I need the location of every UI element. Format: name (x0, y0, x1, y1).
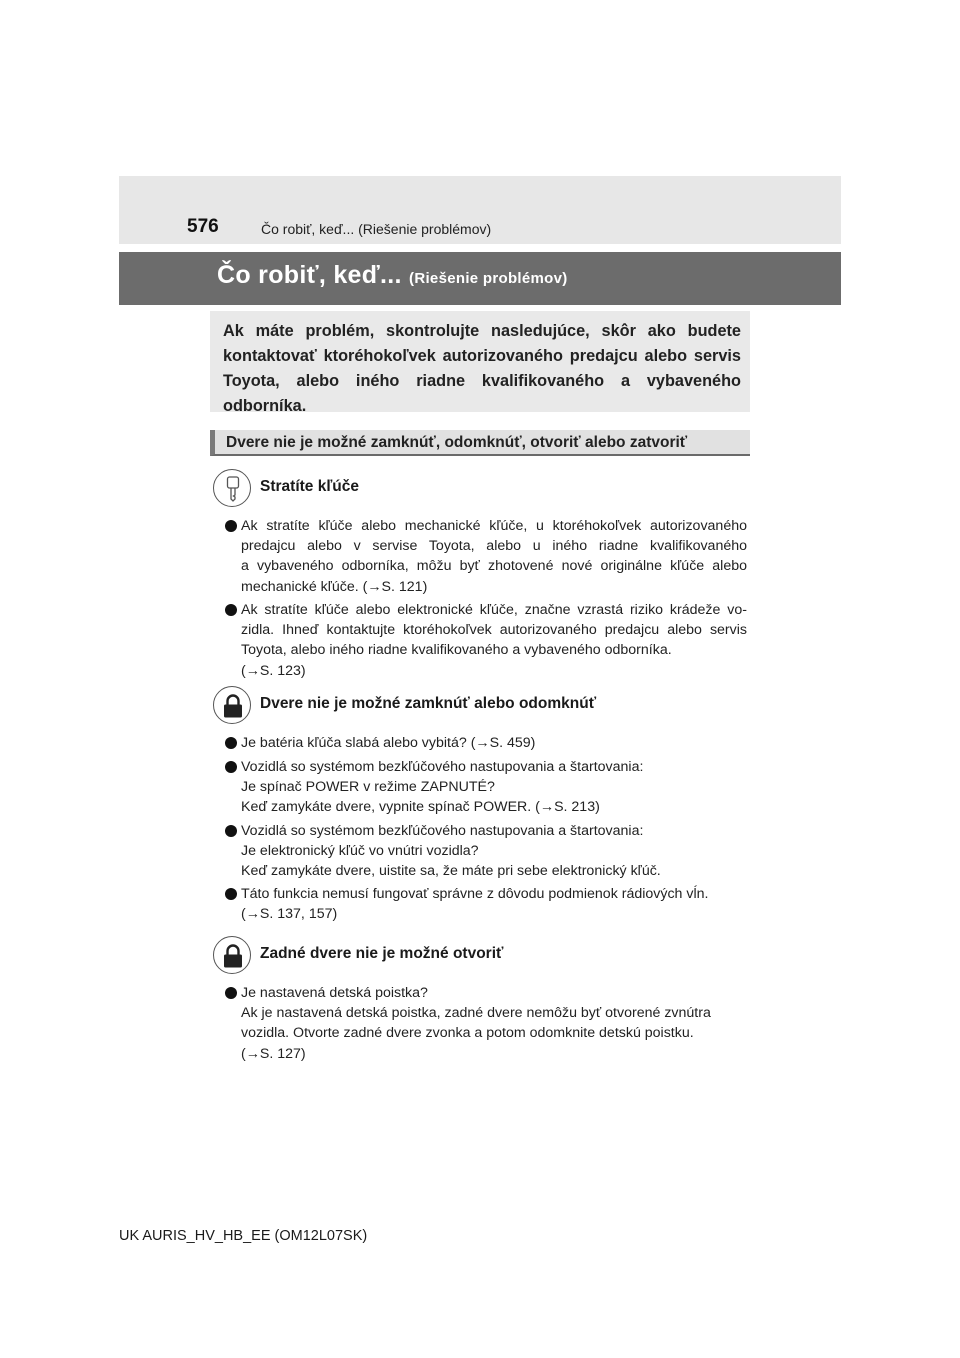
bullet-dot (225, 761, 237, 773)
list-item (225, 516, 747, 597)
bullet-line: Je batéria kľúča slabá alebo vybitá? (→S. 459) (241, 735, 536, 751)
bullet-line: Ak je nastavená detská poistka, zadné dvere nemôžu byť otvorené zvnútra (241, 1005, 711, 1022)
bullet-dot (225, 888, 237, 900)
list-item (225, 983, 747, 1064)
subsection-lost-keys (213, 469, 753, 509)
bullet-dot (225, 520, 237, 532)
subsection-lock-unlock (213, 686, 753, 726)
subsection-rear-doors (213, 936, 753, 976)
section-heading-label: Dvere nie je možné zamknúť, odomknúť, otvoriť alebo zatvoriť (226, 434, 688, 451)
bullet-line: Ak stratíte kľúče alebo elektronické kľúče, značne vzrastá riziko krádeže vo- (241, 602, 747, 618)
bullet-line: Keď zamykáte dvere, vypnite spínač POWER. (→S. 213) (241, 799, 600, 816)
bullet-dot (225, 737, 237, 749)
bullet-line: Je elektronický kľúč vo vnútri vozidla? (241, 843, 479, 860)
bullet-line: Keď zamykáte dvere, uistite sa, že máte pri sebe elektronický kľúč. (241, 863, 661, 880)
section-heading (210, 430, 750, 456)
bullet-dot (225, 987, 237, 999)
bullet-line: Je spínač POWER v režime ZAPNUTÉ? (241, 779, 495, 796)
list-item (225, 884, 747, 924)
bullet-line: Ak stratíte kľúče alebo mechanické kľúče, u ktoréhokoľvek autorizovaného (241, 518, 747, 534)
lock-icon (213, 686, 251, 724)
chapter-title-main: Čo robiť, keď... (217, 261, 402, 289)
bullet-line: Vozidlá so systémom bezkľúčového nastupovania a štartovania: (241, 759, 644, 775)
list-item (225, 600, 747, 681)
lock-icon (213, 936, 251, 974)
subsection-title: Zadné dvere nie je možné otvoriť (260, 945, 504, 962)
list-item (225, 757, 747, 818)
bullet-line: zidla. Ihneď kontaktujte ktoréhokoľvek autorizovaného predajcu alebo servis (241, 622, 747, 639)
chapter-title-bar (119, 252, 841, 305)
document-id: UK AURIS_HV_HB_EE (OM12L07SK) (119, 1228, 368, 1244)
bullet-line: Vozidlá so systémom bezkľúčového nastupovania a štartovania: (241, 823, 644, 839)
intro-text: Ak máte problém, skontrolujte nasledujúce, skôr ako budete kontaktovať ktoréhokoľvek autorizovaného predajcu alebo servis Toyota, alebo iného riadne kvalifikovaného a vybaveného odborníka. (223, 322, 741, 415)
bullet-line: Je nastavená detská poistka? (241, 985, 428, 1001)
bullet-line: predajcu alebo v servise Toyota, alebo u iného riadne kvalifikovaného (241, 538, 747, 555)
bullet-line: Táto funkcia nemusí fungovať správne z dôvodu podmienok rádiových vĺn. (241, 886, 709, 902)
page-number: 576 (187, 216, 219, 237)
subsection-title: Stratíte kľúče (260, 478, 360, 495)
bullet-line: Toyota, alebo iného riadne kvalifikovaného a vybaveného odborníka. (241, 642, 672, 659)
bullet-line: vozidla. Otvorte zadné dvere zvonka a potom odomknite detskú poistku. (241, 1025, 694, 1042)
intro-box (210, 311, 750, 415)
running-title: Čo robiť, keď... (Riešenie problémov) (261, 221, 492, 237)
chapter-title (217, 261, 568, 290)
subsection-title: Dvere nie je možné zamknúť alebo odomknúť (260, 695, 597, 712)
bullet-dot (225, 825, 237, 837)
key-icon (213, 469, 251, 507)
bullet-line: (→S. 137, 157) (241, 906, 338, 923)
list-item (225, 821, 747, 882)
bullet-line: mechanické kľúče. (→S. 121) (241, 578, 428, 595)
bullet-line: a vybaveného odborníka, môžu byť zhotovené nové originálne kľúče alebo (241, 558, 747, 575)
chapter-title-sub: (Riešenie problémov) (409, 270, 568, 287)
list-item (225, 733, 747, 753)
bullet-line: (→S. 127) (241, 1045, 306, 1062)
bullet-dot (225, 604, 237, 616)
bullet-line: (→S. 123) (241, 662, 306, 679)
